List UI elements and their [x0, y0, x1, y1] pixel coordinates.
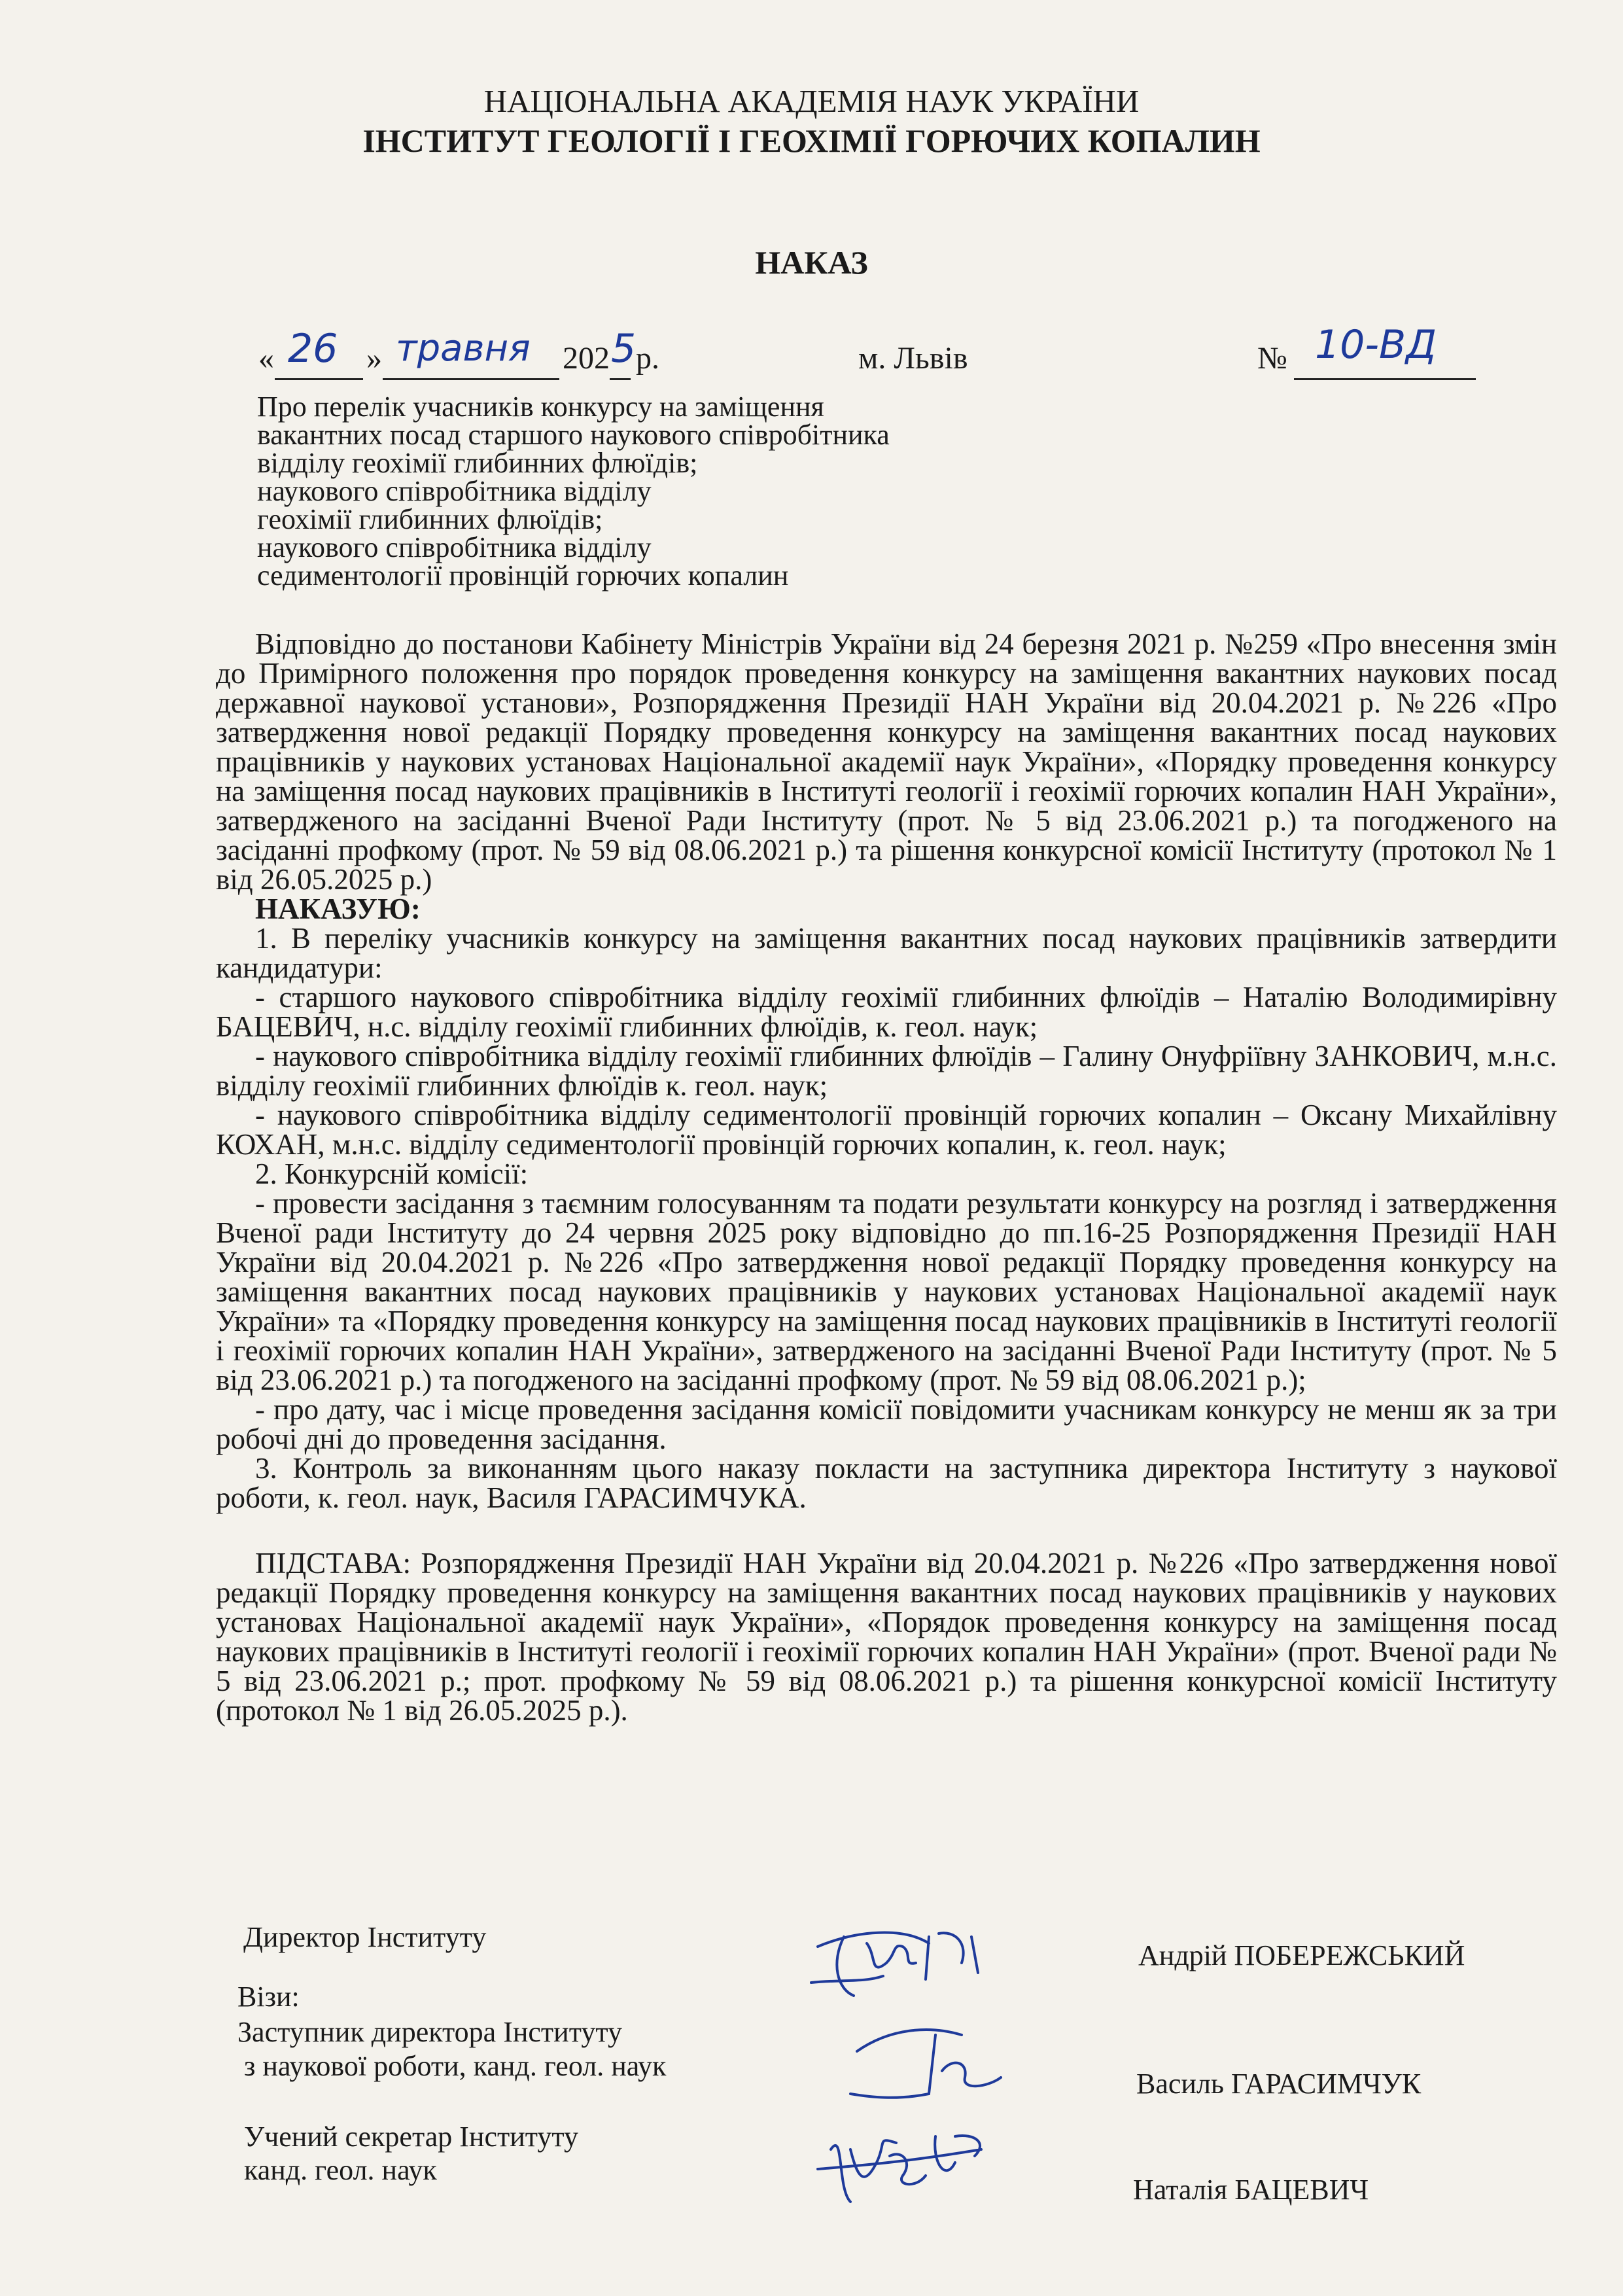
date-quote-close: »: [366, 341, 382, 376]
deputy-name: Василь ГАРАСИМЧУК: [1136, 2068, 1422, 2100]
item-3: 3. Контроль за виконанням цього наказу покласти на заступника директора Інституту з наукової роботи, к. геол. наук, Василя ГАРАСИМЧУКА.: [216, 1452, 1557, 1514]
day-underline: [275, 378, 363, 380]
item-2: 2. Конкурсній комісії:: [255, 1157, 529, 1190]
subject-line: Про перелік учасників конкурсу на заміщення: [257, 391, 824, 423]
deputy-title-line-2: з наукової роботи, канд. геол. наук: [244, 2050, 667, 2082]
number-sign: №: [1257, 341, 1287, 376]
secretary-name: Наталія БАЦЕВИЧ: [1133, 2174, 1369, 2206]
order-keyword: НАКАЗУЮ:: [255, 892, 421, 925]
director-signature-image: [805, 1917, 1001, 2002]
basis-paragraph: ПІДСТАВА: Розпорядження Президії НАН України від 20.04.2021 р. №226 «Про затвердження нової редакції Порядку проведення конкурсу на заміщення вакантних посад наукових працівників у наукових установах Національної академії наук України», «Порядок проведення конкурсу на заміщення посад наукових працівників в Інституті геології і геохімії горючих копалин НАН України» (прот. Вченої ради № 5 від 23.06.2021 р.; прот. профкому № 59 від 08.06.2021 р.) та рішення конкурсної комісії Інституту (протокол № 1 від 26.05.2025 р.).: [216, 1547, 1557, 1727]
subject-line: вакантних посад старшого наукового співробітника: [257, 419, 890, 451]
document-type: НАКАЗ: [755, 244, 868, 281]
preamble-paragraph: Відповідно до постанови Кабінету Міністрів України від 24 березня 2021 р. №259 «Про внесення змін до Примірного положення про порядок проведення конкурсу на заміщення вакантних наукових посад державної наукової установи», Розпорядження Президії НАН України від 20.04.2021 р. №226 «Про затвердження нової редакції Порядку проведення конкурсу на заміщення вакантних посад наукових працівників у наукових установах Національної академії наук України», «Порядку проведення конкурсу на заміщення посад наукових працівників в Інституті геології і геохімії горючих копалин НАН України», затвердженого на засіданні Вченої Ради Інституту (прот. № 5 від 23.06.2021 р.) та погодженого на засіданні профкому (прот. № 59 від 08.06.2021 р.) та рішення конкурсної комісії Інституту (протокол № 1 від 26.05.2025 р.): [216, 627, 1557, 896]
director-title: Директор Інституту: [243, 1921, 487, 1953]
month-underline: [383, 378, 559, 380]
visas-label: Візи:: [237, 1981, 300, 2013]
institute-name: ІНСТИТУТ ГЕОЛОГІЇ І ГЕОХІМІЇ ГОРЮЧИХ КОПАЛИН: [362, 122, 1261, 159]
item-2-a: - провести засідання з таємним голосуванням та подати результати конкурсу на розгляд і затвердження Вченої ради Інституту до 24 червня 2025 року відповідно до пп.16-25 Розпорядження Президії НАН України від 20.04.2021 р. №226 «Про затвердження нової редакції Порядку проведення конкурсу на заміщення вакантних посад наукових працівників у наукових установах Національної академії наук України» та «Порядку проведення конкурсу на заміщення посад наукових працівників в Інституті геології і геохімії горючих копалин НАН України», затвердженого на засіданні Вченої Ради Інституту (прот. № 5 від 23.06.2021 р.) та погодженого на засіданні профкому (прот. № 59 від 08.06.2021 р.);: [216, 1187, 1557, 1396]
date-year-prefix: 202: [563, 341, 610, 376]
date-day-handwritten: 26: [288, 326, 338, 372]
number-underline: [1294, 378, 1476, 380]
date-year-handwritten: 5: [611, 326, 637, 372]
item-1-candidate-a: - старшого наукового співробітника відділу геохімії глибинних флюїдів – Наталію Володимирівну БАЦЕВИЧ, н.с. відділу геохімії глибинних флюїдів, к. геол. наук;: [216, 981, 1557, 1043]
subject-line: седиментології провінцій горючих копалин: [257, 559, 789, 592]
item-2-b: - про дату, час і місце проведення засідання комісії повідомити учасникам конкурсу не менш як за три робочі дні до проведення засідання.: [216, 1393, 1557, 1455]
year-underline: [610, 378, 631, 380]
order-body: [216, 629, 1557, 1725]
secretary-signature-image: [805, 2110, 1001, 2215]
subject-line: геохімії глибинних флюїдів;: [257, 503, 603, 535]
secretary-title-line-2: канд. геол. наук: [244, 2154, 437, 2186]
order-number-handwritten: 10-ВД: [1315, 322, 1437, 368]
date-quote-open: «: [258, 341, 274, 376]
date-year-unit: р.: [636, 341, 659, 376]
deputy-title-line-1: Заступник директора Інституту: [237, 2016, 623, 2048]
subject-line: наукового співробітника відділу: [257, 475, 652, 507]
date-month-handwritten: травня: [396, 327, 531, 370]
item-1-candidate-c: - наукового співробітника відділу седиментології провінцій горючих копалин – Оксану Михайлівну КОХАН, м.н.с. відділу седиментології провінцій горючих копалин, к. геол. наук;: [216, 1099, 1557, 1161]
secretary-title-line-1: Учений секретар Інституту: [244, 2121, 579, 2153]
item-1: 1. В переліку учасників конкурсу на заміщення вакантних посад наукових працівників затвердити кандидатури:: [216, 922, 1557, 984]
deputy-signature-image: [831, 2015, 1014, 2107]
director-name: Андрій ПОБЕРЕЖСЬКИЙ: [1138, 1939, 1465, 1971]
academy-name: НАЦІОНАЛЬНА АКАДЕМІЯ НАУК УКРАЇНИ: [483, 83, 1140, 119]
city: м. Львів: [858, 341, 968, 376]
subject-line: наукового співробітника відділу: [257, 531, 652, 563]
item-1-candidate-b: - наукового співробітника відділу геохімії глибинних флюїдів – Галину Онуфріївну ЗАНКОВИЧ, м.н.с. відділу геохімії глибинних флюїдів к. геол. наук;: [216, 1040, 1557, 1102]
paragraph-gap: [216, 1513, 1557, 1549]
order-subject: [257, 393, 890, 590]
subject-line: відділу геохімії глибинних флюїдів;: [257, 447, 698, 479]
